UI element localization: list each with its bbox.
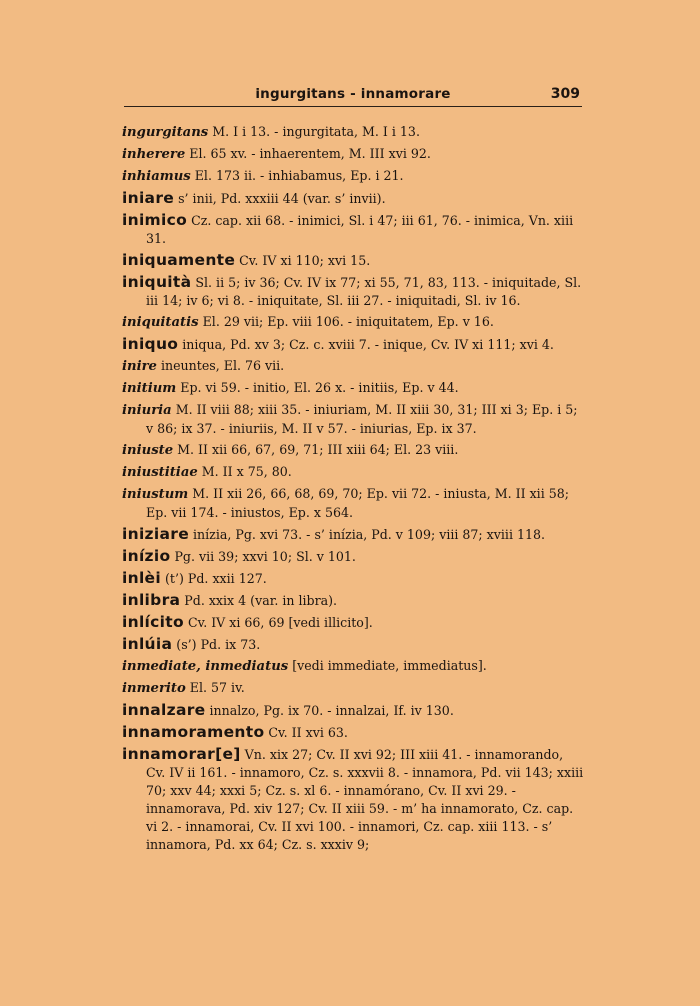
headword: ingurgitans bbox=[122, 125, 209, 140]
entry-list bbox=[122, 123, 584, 857]
headword: inherere bbox=[122, 147, 186, 162]
headword: iniquo bbox=[122, 335, 179, 353]
headword: iniquità bbox=[122, 273, 192, 291]
entry-text: [vedi immediate, immediatus]. bbox=[288, 658, 487, 673]
headword: inhiamus bbox=[122, 169, 191, 184]
entry-text: Cv. II xvi 63. bbox=[264, 725, 348, 740]
dictionary-entry bbox=[122, 123, 584, 142]
dictionary-entry bbox=[122, 591, 584, 610]
headword: initium bbox=[122, 381, 177, 396]
entry-text: inízia, Pg. xvi 73. - s’ inízia, Pd. v 109; viii 87; xviii 118. bbox=[189, 527, 546, 542]
dictionary-entry bbox=[122, 745, 584, 854]
headword: inmediate, inmediatus bbox=[122, 659, 289, 674]
headword: iniustitiae bbox=[122, 465, 198, 480]
headword: inire bbox=[122, 359, 157, 374]
entry-text: Vn. xix 27; Cv. II xvi 92; III xiii 41. - innamorando, Cv. IV ii 161. - innamoro, Cz. s. xxxvii 8. - innamora, Pd. vii 143; xxiii 70; xxv 44; xxxi 5; Cz. s. xl 6. - innamórano, Cv. II xvi 29. - innamorava, Pd. xiv 127; Cv. II xiii 59. - m’ ha innamorato, Cz. cap. vi 2. - innamorai, Cv. II xvi 100. - innamori, Cz. cap. xiii 113. - s’ innamora, Pd. xx 64; Cz. s. xxxiv 9; bbox=[146, 747, 584, 852]
entry-text: M. II x 75, 80. bbox=[197, 464, 292, 479]
headword: inlibra bbox=[122, 591, 181, 609]
dictionary-entry bbox=[122, 273, 584, 310]
entry-text: El. 65 xv. - inhaerentem, M. III xvi 92. bbox=[185, 146, 431, 161]
headword: inlúia bbox=[122, 635, 173, 653]
entry-text: iniqua, Pd. xv 3; Cz. c. xviii 7. - inique, Cv. IV xi 111; xvi 4. bbox=[178, 337, 554, 352]
dictionary-entry bbox=[122, 335, 584, 354]
dictionary-entry bbox=[122, 167, 584, 186]
headword: inlícito bbox=[122, 613, 184, 631]
dictionary-entry bbox=[122, 211, 584, 248]
dictionary-entry bbox=[122, 145, 584, 164]
dictionary-entry bbox=[122, 485, 584, 522]
headword: inimico bbox=[122, 211, 188, 229]
entry-text: M. I i 13. - ingurgitata, M. I i 13. bbox=[208, 124, 420, 139]
dictionary-entry bbox=[122, 723, 584, 742]
dictionary-entry bbox=[122, 441, 584, 460]
headword: inmerito bbox=[122, 681, 186, 696]
entry-text: El. 173 ii. - inhiabamus, Ep. i 21. bbox=[190, 168, 404, 183]
entry-text: M. II viii 88; xiii 35. - iniuriam, M. II xiii 30, 31; III xi 3; Ep. i 5; v 86; ix 37. - iniuriis, M. II v 57. - iniurias, Ep. ix 37. bbox=[146, 402, 578, 436]
headword: innalzare bbox=[122, 701, 206, 719]
entry-text: El. 57 iv. bbox=[185, 680, 245, 695]
entry-text: El. 29 vii; Ep. viii 106. - iniquitatem, Ep. v 16. bbox=[198, 314, 494, 329]
dictionary-entry bbox=[122, 357, 584, 376]
entry-text: innalzo, Pg. ix 70. - innalzai, If. iv 130. bbox=[205, 703, 454, 718]
entry-text: Sl. ii 5; iv 36; Cv. IV ix 77; xi 55, 71, 83, 113. - iniquitade, Sl. iii 14; iv 6; vi 8. - iniquitate, Sl. iii 27. - iniquitadi, Sl. iv 16. bbox=[146, 275, 582, 308]
dictionary-entry bbox=[122, 525, 584, 544]
dictionary-entry bbox=[122, 313, 584, 332]
dictionary-entry bbox=[122, 189, 584, 208]
entry-text: (s’) Pd. ix 73. bbox=[172, 637, 261, 652]
dictionary-entry bbox=[122, 613, 584, 632]
headword: innamorar[e] bbox=[122, 745, 241, 763]
headword: iniquitatis bbox=[122, 315, 199, 330]
entry-text: (t’) Pd. xxii 127. bbox=[161, 571, 267, 586]
dictionary-entry bbox=[122, 547, 584, 566]
headword: inlèi bbox=[122, 569, 161, 587]
entry-text: M. II xii 66, 67, 69, 71; III xiii 64; El. 23 viii. bbox=[173, 442, 459, 457]
entry-text: Pg. vii 39; xxvi 10; Sl. v 101. bbox=[170, 549, 356, 564]
dictionary-entry bbox=[122, 251, 584, 270]
dictionary-entry bbox=[122, 657, 584, 676]
headword: iniuria bbox=[122, 403, 172, 418]
dictionary-entry bbox=[122, 463, 584, 482]
running-head bbox=[124, 86, 582, 107]
headword: iniquamente bbox=[122, 251, 236, 269]
dictionary-entry bbox=[122, 701, 584, 720]
entry-text: M. II xii 26, 66, 68, 69, 70; Ep. vii 72. - iniusta, M. II xii 58; Ep. vii 174. - iniustos, Ep. x 564. bbox=[146, 486, 570, 520]
headword: iniare bbox=[122, 189, 175, 207]
headword: iniuste bbox=[122, 443, 174, 458]
dictionary-entry bbox=[122, 569, 584, 588]
entry-text: Ep. vi 59. - initio, El. 26 x. - initiis, Ep. v 44. bbox=[176, 380, 459, 395]
entry-text: Cz. cap. xii 68. - inimici, Sl. i 47; iii 61, 76. - inimica, Vn. xiii 31. bbox=[146, 213, 574, 246]
dictionary-entry bbox=[122, 379, 584, 398]
entry-text: Pd. xxix 4 (var. in libra). bbox=[180, 593, 338, 608]
entry-text: Cv. IV xi 66, 69 [vedi illicito]. bbox=[183, 615, 373, 630]
dictionary-entry bbox=[122, 679, 584, 698]
headword: inízio bbox=[122, 547, 171, 565]
headword: iniustum bbox=[122, 487, 189, 502]
dictionary-entry bbox=[122, 401, 584, 438]
entry-text: s’ inii, Pd. xxxiii 44 (var. s’ invii). bbox=[174, 191, 386, 206]
headword: innamoramento bbox=[122, 723, 265, 741]
headword: iniziare bbox=[122, 525, 190, 543]
entry-text: Cv. IV xi 110; xvi 15. bbox=[235, 253, 371, 268]
running-title: ingurgitans - innamorare bbox=[255, 86, 451, 102]
dictionary-entry bbox=[122, 635, 584, 654]
page-number: 309 bbox=[550, 86, 580, 102]
entry-text: ineuntes, El. 76 vii. bbox=[156, 358, 285, 373]
